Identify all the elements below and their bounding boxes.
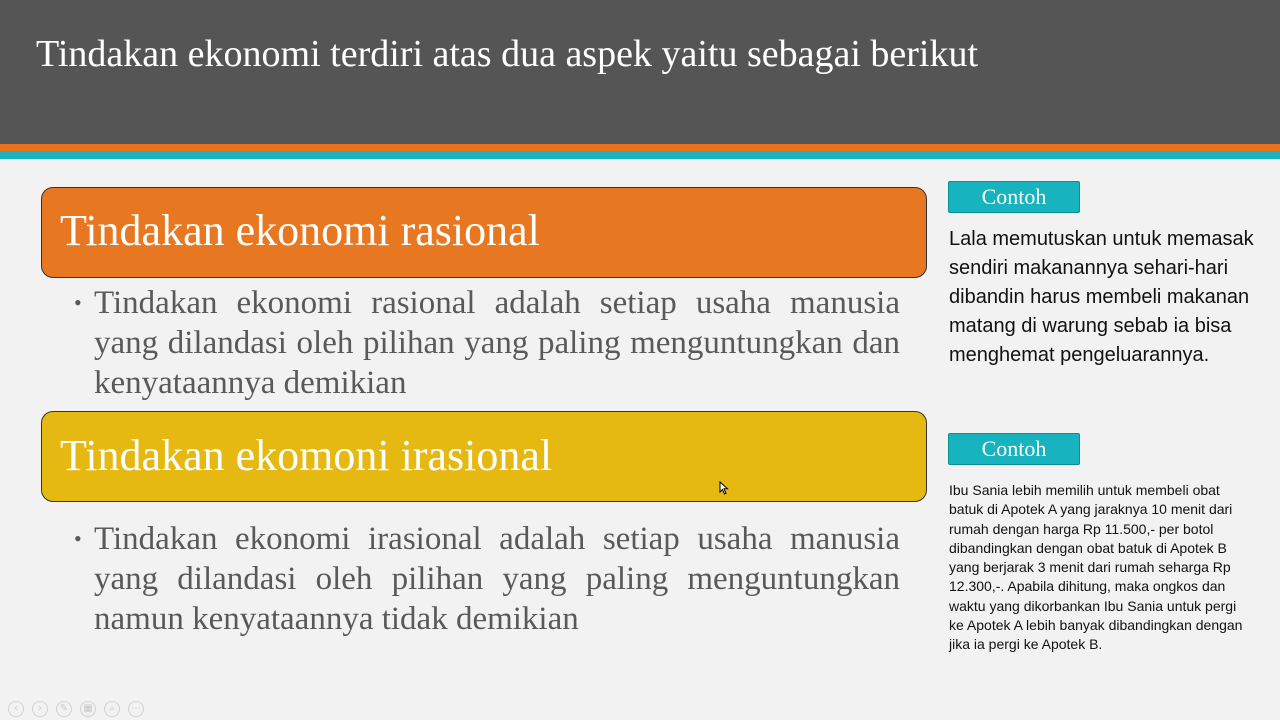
contoh-text-1: Lala memutuskan untuk memasak sendiri makanannya sehari-hari dibandin harus membeli makanan matang di warung sebab ia bisa menghemat pengeluarannya. (949, 228, 1254, 366)
rasional-definition: Tindakan ekonomi rasional adalah setiap usaha manusia yang dilandasi oleh pilihan yang paling menguntungkan dan kenyataannya demikian (94, 285, 900, 401)
zoom-icon[interactable]: ⌕ (104, 701, 120, 717)
mouse-cursor-icon (719, 481, 729, 495)
title-bar (0, 0, 1280, 144)
irasional-heading-box (41, 411, 927, 502)
next-icon[interactable]: › (32, 701, 48, 717)
bullet-icon: • (74, 290, 82, 315)
prev-icon[interactable]: ‹ (8, 701, 24, 717)
rasional-heading: Tindakan ekonomi rasional (60, 206, 540, 255)
teal-stripe (0, 151, 1280, 159)
rasional-bullet (74, 283, 900, 403)
slideshow-controls (8, 698, 152, 716)
contoh-label-2: Contoh (948, 433, 1080, 465)
slide-title: Tindakan ekonomi terdiri atas dua aspek yaitu sebagai berikut (36, 33, 979, 75)
orange-stripe (0, 144, 1280, 151)
bullet-icon: • (74, 526, 82, 551)
slides-icon[interactable]: ▦ (80, 701, 96, 717)
irasional-definition: Tindakan ekonomi irasional adalah setiap usaha manusia yang dilandasi oleh pilihan yang paling menguntungkan namun kenyataannya tidak demikian (94, 521, 900, 637)
pen-icon[interactable]: ✎ (56, 701, 72, 717)
more-icon[interactable]: ⋯ (128, 701, 144, 717)
contoh-label-1: Contoh (948, 181, 1080, 213)
contoh-text-2: Ibu Sania lebih memilih untuk membeli obat batuk di Apotek A yang jaraknya 10 menit dari rumah dengan harga Rp 11.500,- per botol dibandingkan dengan obat batuk di Apotek B yang berjarak 3 menit dari rumah seharga Rp 12.300,-. Apabila dihitung, maka ongkos dan waktu yang dikorbankan Ibu Sania untuk pergi ke Apotek A lebih banyak dibandingkan dengan jika ia pergi ke Apotek B. (949, 482, 1243, 653)
rasional-heading-box (41, 187, 927, 278)
irasional-heading: Tindakan ekomoni irasional (60, 431, 553, 480)
irasional-bullet (74, 519, 900, 639)
